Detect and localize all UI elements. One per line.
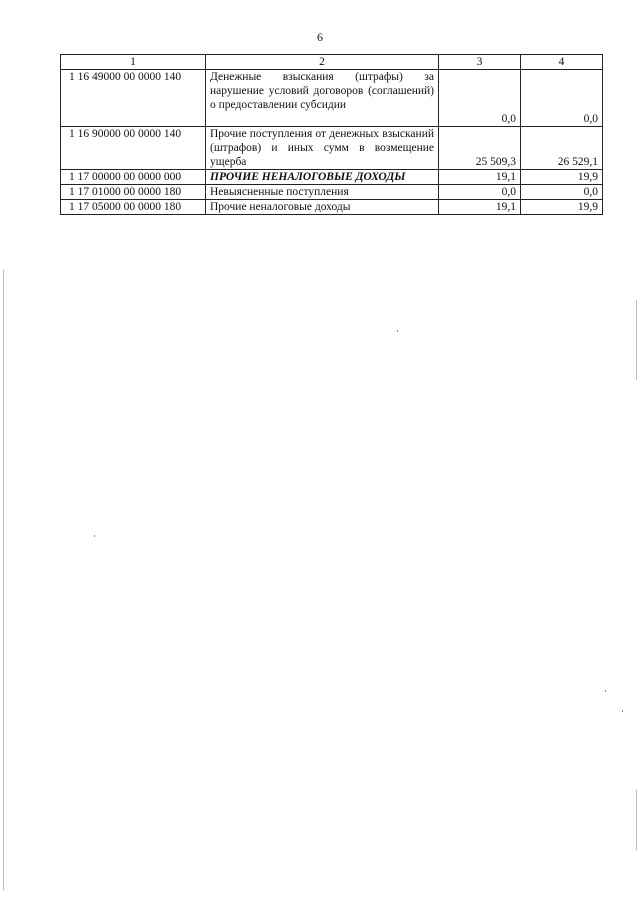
scan-edge-line-right-lower bbox=[636, 790, 637, 850]
value-cell-col3: 19,1 bbox=[439, 200, 521, 215]
value-cell-col4: 26 529,1 bbox=[521, 127, 603, 170]
table-row bbox=[61, 200, 603, 215]
scan-edge-line-right bbox=[636, 300, 637, 380]
scan-speck bbox=[622, 710, 623, 712]
revenue-table bbox=[60, 54, 603, 215]
scan-speck bbox=[94, 535, 95, 537]
value-cell-col3: 19,1 bbox=[439, 170, 521, 185]
budget-code-cell: 1 16 49000 00 0000 140 bbox=[61, 70, 206, 127]
value-cell-col3: 0,0 bbox=[439, 70, 521, 127]
table-row bbox=[61, 70, 603, 127]
table-row bbox=[61, 127, 603, 170]
budget-code-cell: 1 16 90000 00 0000 140 bbox=[61, 127, 206, 170]
scan-speck bbox=[397, 330, 398, 332]
value-cell-col4: 0,0 bbox=[521, 185, 603, 200]
value-cell-col3: 0,0 bbox=[439, 185, 521, 200]
table-row bbox=[61, 185, 603, 200]
value-cell-col4: 19,9 bbox=[521, 200, 603, 215]
column-header-2: 2 bbox=[206, 55, 439, 70]
value-cell-col4: 19,9 bbox=[521, 170, 603, 185]
column-header-3: 3 bbox=[439, 55, 521, 70]
value-cell-col4: 0,0 bbox=[521, 70, 603, 127]
table-row bbox=[61, 170, 603, 185]
column-header-4: 4 bbox=[521, 55, 603, 70]
revenue-name-cell: Невыясненные поступления bbox=[206, 185, 439, 200]
table-header-row bbox=[61, 55, 603, 70]
scan-edge-line-left bbox=[3, 270, 4, 890]
revenue-name-cell: Прочие неналоговые доходы bbox=[206, 200, 439, 215]
value-cell-col3: 25 509,3 bbox=[439, 127, 521, 170]
revenue-name-cell: Прочие поступления от денежных взысканий (штрафов) и иных сумм в возмещение ущерба bbox=[206, 127, 439, 170]
scan-speck bbox=[605, 690, 606, 692]
budget-code-cell: 1 17 01000 00 0000 180 bbox=[61, 185, 206, 200]
revenue-name-cell: ПРОЧИЕ НЕНАЛОГОВЫЕ ДОХОДЫ bbox=[206, 170, 439, 185]
budget-code-cell: 1 17 00000 00 0000 000 bbox=[61, 170, 206, 185]
page-number: 6 bbox=[317, 30, 323, 44]
column-header-1: 1 bbox=[61, 55, 206, 70]
budget-code-cell: 1 17 05000 00 0000 180 bbox=[61, 200, 206, 215]
revenue-name-cell: Денежные взыскания (штрафы) за нарушение условий договоров (соглашений) о предоставлении субсидии bbox=[206, 70, 439, 127]
